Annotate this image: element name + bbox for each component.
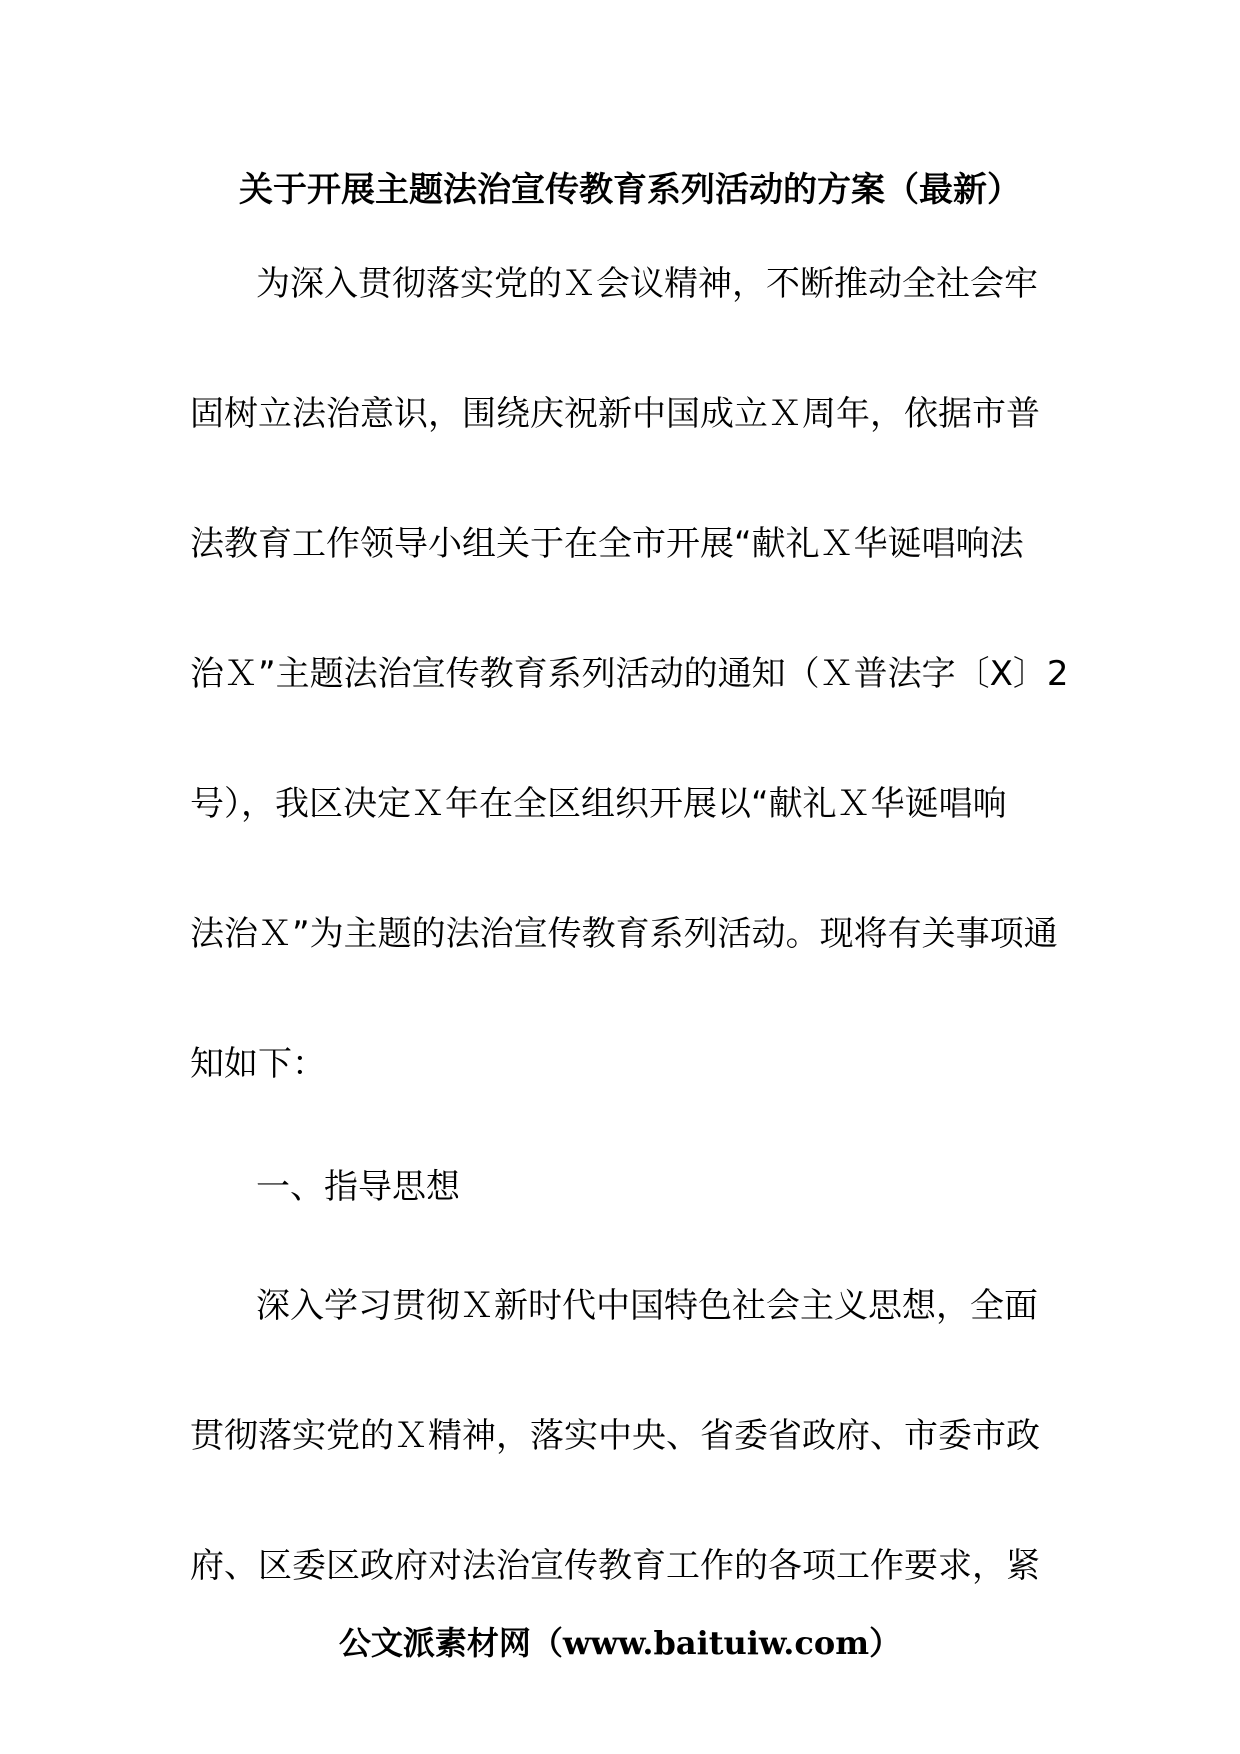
- body-line-4: 治Ｘ”主题法治宣传教育系列活动的通知（Ｘ普法字〔X〕2: [190, 654, 1069, 694]
- body-line-3: 法教育工作领导小组关于在全市开展“献礼Ｘ华诞唱响法: [190, 524, 1024, 564]
- body-line-7: 知如下：: [190, 1044, 326, 1084]
- document-title: 关于开展主题法治宣传教育系列活动的方案（最新）: [239, 170, 1021, 210]
- footer-watermark: 公文派素材网（www.baituiw.com）: [338, 1624, 902, 1662]
- section-heading-guiding-ideology: 一、指导思想: [256, 1167, 460, 1207]
- body-line-6: 法治Ｘ”为主题的法治宣传教育系列活动。现将有关事项通: [190, 914, 1058, 954]
- body-line-9: 深入学习贯彻Ｘ新时代中国特色社会主义思想，全面: [256, 1286, 1038, 1326]
- body-line-1: 为深入贯彻落实党的Ｘ会议精神，不断推动全社会牢: [256, 264, 1038, 304]
- body-line-5: 号），我区决定Ｘ年在全区组织开展以“献礼Ｘ华诞唱响: [190, 784, 1007, 824]
- body-line-2: 固树立法治意识，围绕庆祝新中国成立Ｘ周年，依据市普: [190, 394, 1040, 434]
- body-line-10: 贯彻落实党的Ｘ精神，落实中央、省委省政府、市委市政: [190, 1416, 1040, 1456]
- body-line-11: 府、区委区政府对法治宣传教育工作的各项工作要求，紧: [190, 1546, 1040, 1586]
